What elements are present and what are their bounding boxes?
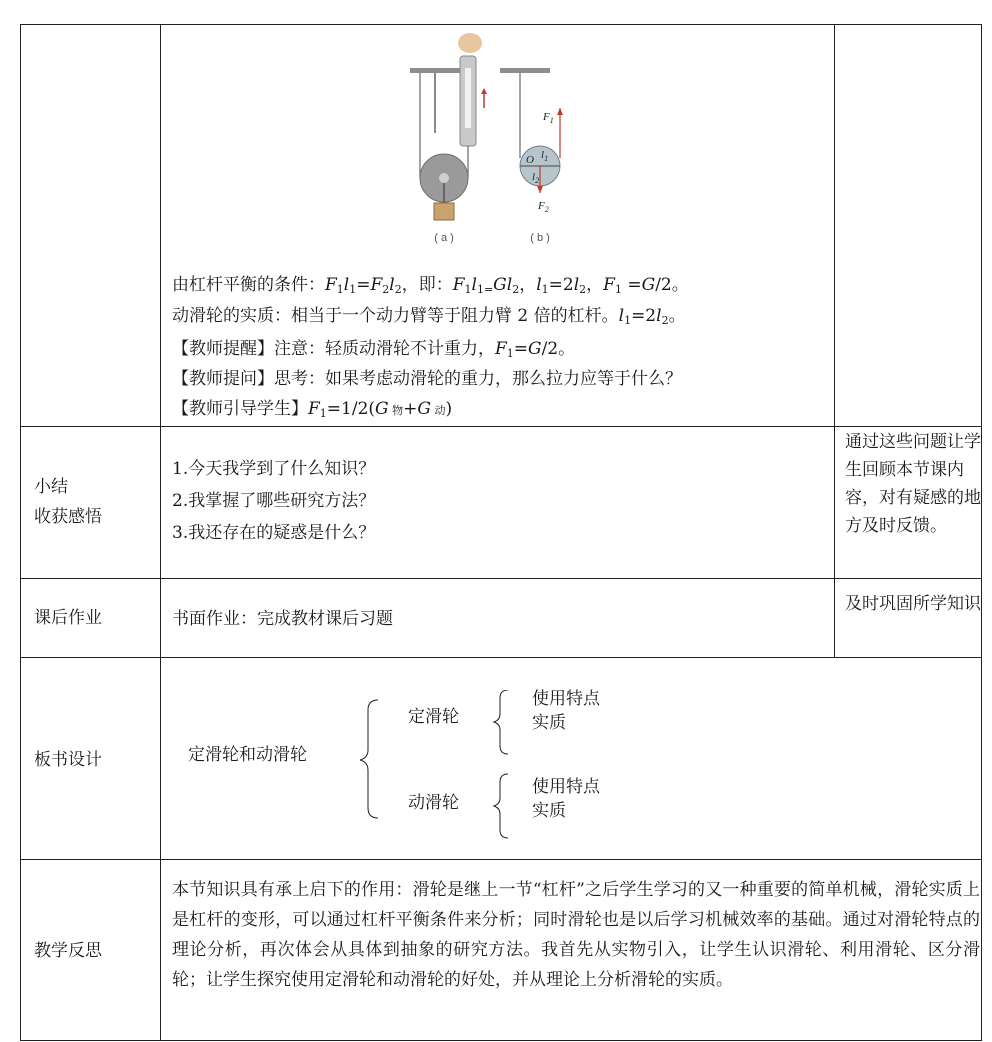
reflection-label: 教学反思 [34, 941, 102, 961]
spring-scale-window [465, 68, 471, 128]
row-divider-2 [20, 578, 982, 579]
board-movable-pulley: 动滑轮 [408, 793, 459, 813]
derivation-line-3: 【教师提醒】注意：轻质动滑轮不计重力，$F_1=G/2$。 [172, 339, 576, 360]
caption-a: ( a ) [434, 232, 454, 244]
svg-text:F2: $F_2$ [538, 200, 549, 214]
ceiling-bar-a [410, 68, 460, 73]
row-divider-4 [20, 859, 982, 860]
table-border-bottom [20, 1040, 982, 1041]
row-divider-3 [20, 657, 982, 658]
derivation-line-5: 【教师引导学生】$F_1=1/2(G$ 物+G 动) [172, 399, 453, 420]
col-divider-1 [160, 24, 161, 1041]
summary-item-1: 1.今天我学到了什么知识？ [172, 459, 376, 479]
ceiling-bar-b [500, 68, 550, 73]
board-movable-item-1: 使用特点 [532, 777, 600, 797]
board-root: 定滑轮和动滑轮 [188, 745, 307, 765]
table-border-left [20, 24, 21, 1041]
reflection-text: 本节知识具有承上启下的作用：滑轮是继上一节“杠杆”之后学生学习的又一种重要的简单机械，滑轮实质上是杠杆的变形，可以通过杠杆平衡条件来分析；同时滑轮也是以后学习机械效率的基础。通过对滑轮特点的理论分析，再次体会从具体到抽象的研究方法。我首先从实物引入，让学生认识滑轮、利用滑轮、区分滑轮；让学生探究使用定滑轮和动滑轮的好处，并从理论上分析滑轮的实质。 [172, 880, 980, 990]
svg-text:l1: $l_1$ [541, 149, 549, 163]
svg-text:l2: $l_2$ [532, 171, 540, 185]
homework-content: 书面作业：完成教材课后习题 [172, 609, 393, 629]
homework-label: 课后作业 [34, 608, 102, 628]
svg-text:O: O [526, 154, 534, 166]
weight-block [434, 203, 454, 220]
hand [458, 33, 482, 53]
col-divider-2 [834, 24, 835, 658]
summary-note: 通过这些问题让学生回顾本节课内容，对有疑感的地方及时反馈。 [845, 432, 981, 536]
board-fixed-pulley: 定滑轮 [408, 707, 459, 727]
summary-label: 小结 收获感悟 [34, 477, 102, 527]
board-fixed-item-1: 使用特点 [532, 689, 600, 709]
summary-item-2: 2.我掌握了哪些研究方法？ [172, 491, 376, 511]
derivation-line-4: 【教师提问】思考：如果考虑动滑轮的重力，那么拉力应等于什么？ [172, 369, 682, 389]
svg-text:F1: $F_1$ [543, 111, 554, 125]
caption-b: ( b ) [530, 232, 550, 244]
pulley-figure [400, 28, 600, 248]
derivation-line-1: 由杠杆平衡的条件：$F_1l_1=F_2l_2$，即：$F_1l_{1=}Gl_2$，$l_1=2l_2$，$F_1 =G/2$。 [172, 275, 689, 296]
derivation-line-2: 动滑轮的实质：相当于一个动力臂等于阻力臂 2 倍的杠杆。$l_1=2l_2$。 [172, 306, 686, 327]
board-label: 板书设计 [34, 750, 102, 770]
table-border-top [20, 24, 982, 25]
homework-note: 及时巩固所学知识 [845, 594, 981, 614]
board-fixed-item-2: 实质 [532, 713, 566, 733]
board-movable-item-2: 实质 [532, 801, 566, 821]
row-divider-1 [20, 426, 982, 427]
summary-item-3: 3.我还存在的疑惑是什么？ [172, 523, 376, 543]
